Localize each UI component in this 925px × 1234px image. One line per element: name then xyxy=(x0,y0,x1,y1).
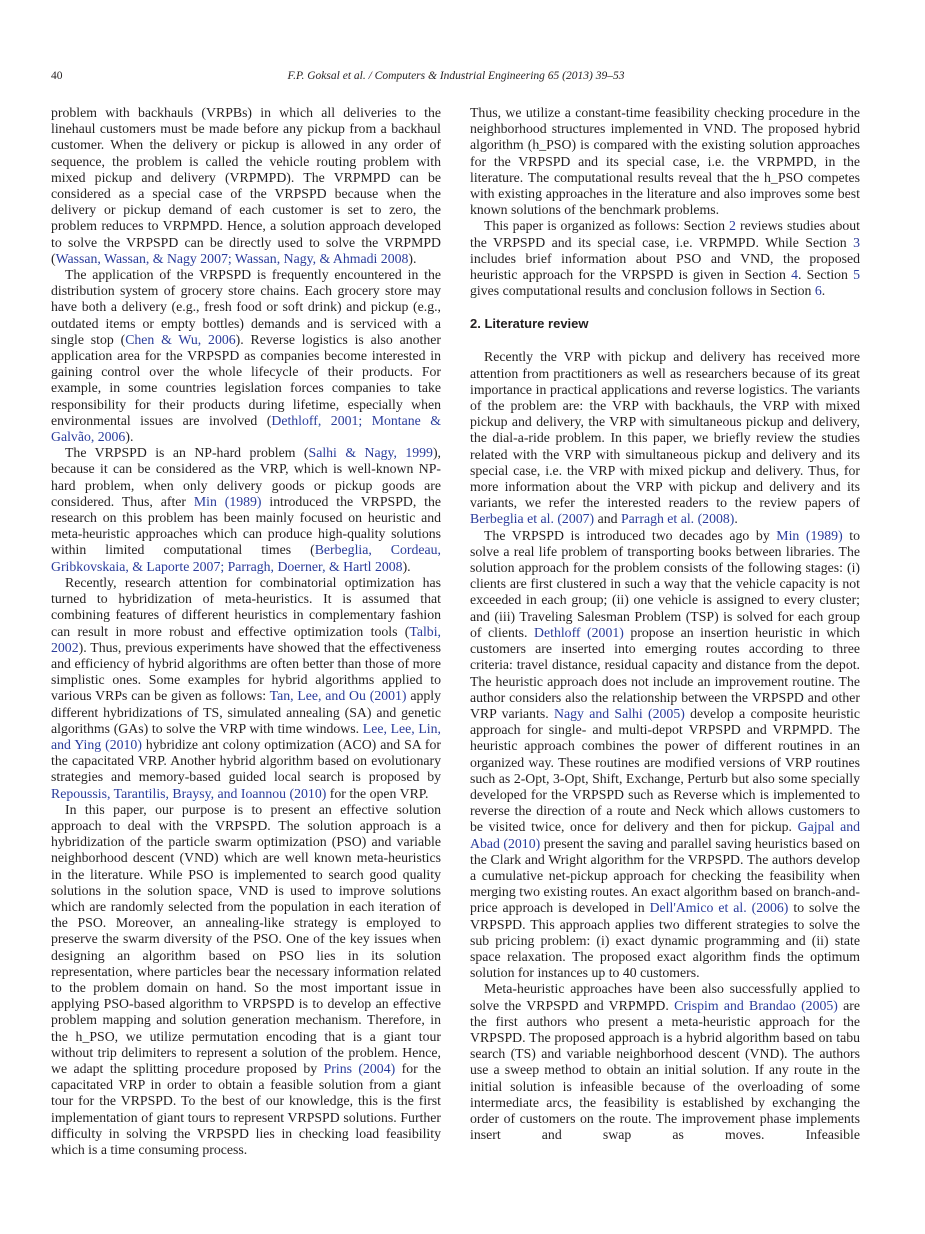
journal-citation: F.P. Goksal et al. / Computers & Industrial Engineering 65 (2013) 39–53 xyxy=(287,70,625,82)
citation-link[interactable]: Talbi, 2002 xyxy=(51,623,441,655)
citation-link[interactable]: Gajpal and Abad (2010) xyxy=(470,819,860,851)
citation-link[interactable]: Dethloff (2001) xyxy=(534,624,624,640)
body-text: Recently the VRP with pickup and delivery has received more attention from practitioners as well as researchers because of its great importance in practical applications and reverse logistics. The variants of the problem are: the VRP with backhauls, the VRP with mixed pickup and delivery, the VRP with simultaneous pickup and delivery, the dial-a-ride problem. In this paper, we briefly review the studies related with the VRP with simultaneous pickup and delivery and its special case, i.e. the VRP with mixed pickup and delivery. Thus, for more information about the VRP with pickup and delivery and its variants, we refer the interested readers to the review papers of xyxy=(470,349,860,511)
body-text: to solve the VRPSPD. This approach applies two different strategies to solve the sub pricing problem: (i) exact dynamic programming and (ii) state space relaxation. The proposed exact algorithm finds the optimum solution for instances up to 40 customers. xyxy=(470,900,860,981)
paragraph xyxy=(51,105,441,267)
citation-link[interactable]: Nagy and Salhi (2005) xyxy=(554,705,685,721)
body-text: develop a composite heuristic approach for single- and multi-depot VRPSPD and VRPMPD. The heuristic approach combines the power of different routines in an organized way. These routines are modified versions of VRP routines such as 2-Opt, 3-Opt, Shift, Exchange, Perturb but also some specially developed for the VRPSPD such as Reverse which is implemented to reverse the direction of a route and Neck which allows customers to be visited twice, once for delivery and then for pickup. xyxy=(470,705,860,835)
citation-link[interactable]: Chen & Wu, 2006 xyxy=(125,331,236,347)
paragraph xyxy=(51,267,441,445)
body-text: . Section xyxy=(797,267,854,283)
citation-link[interactable]: Tan, Lee, and Ou (2001) xyxy=(269,688,407,704)
body-text: for the capacitated VRP in order to obtain a feasible solution from a giant tour for the VRPSPD. To the best of our knowledge, this is the first implementation of giant tours to represent VRPSPD solutions. Further difficulty in solving the VRPSPD lies in checking load feasibility which is a time consuming process. xyxy=(51,1060,442,1157)
body-text: The VRPSPD is an NP-hard problem ( xyxy=(65,445,309,461)
body-text: The VRPSPD is introduced two decades ago by xyxy=(484,527,777,543)
body-text: ). Reverse logistics is also another application area for the VRPSPD as companies become interested in gaining control over the whole lifecycle of their products. For example, in some countries legislation forces companies to take responsibility for their products during lifetime, especially when environmental issues are involved ( xyxy=(51,331,441,428)
citation-link[interactable]: Min (1989) xyxy=(776,527,843,543)
running-header xyxy=(51,70,861,86)
body-text: ). Thus, previous experiments have showed that the effectiveness and efficiency of hybrid algorithms are often better than those of more simplistic ones. Some examples for hybrid algorithms applied to various VRPs can be given as follows: xyxy=(51,639,441,704)
body-text: The application of the VRPSPD is frequently encountered in the distribution system of grocery store chains. Each grocery store may have both a delivery (e.g., fresh food or soft drink) and pickup (e.g., outdated items or empty bottles) demands and is serviced with a single stop ( xyxy=(51,267,441,347)
citation-link[interactable]: Dethloff, 2001; Montane & Galvão, 2006 xyxy=(51,412,441,445)
body-text: includes brief information about PSO and VND, the proposed heuristic approach for the VRPSPD is given in Section xyxy=(470,250,860,283)
paragraph xyxy=(470,981,860,1143)
body-text: ). xyxy=(408,250,417,266)
section-heading: 2. Literature review xyxy=(470,316,589,332)
body-text: . xyxy=(821,283,826,299)
paragraph xyxy=(51,802,441,1158)
paragraph xyxy=(470,349,860,527)
body-text: propose an insertion heuristic in which customers are inserted into emerging routes according to three criteria: travel distance, residual capacity and distance from the depot. The heuristic approach does not include an improvement routine. The author considers also the relationship between the VRPSPD and other VRP variants. xyxy=(470,624,860,721)
citation-link[interactable]: Crispim and Brandao (2005) xyxy=(674,997,838,1013)
body-text: Thus, we utilize a constant-time feasibility checking procedure in the neighborhood structures implemented in VND. The proposed hybrid algorithm (h_PSO) is compared with the existing solution approaches for the VRPSPD and its special case, i.e. the VRPMPD, in the literature. The computational results reveal that the h_PSO competes with existing approaches in the literature and also improves some best known solutions of the benchmark problems. xyxy=(470,105,860,218)
citation-link[interactable]: Prins (2004) xyxy=(323,1060,396,1076)
body-text: In this paper, our purpose is to present an effective solution approach to deal with the VRPSPD. The solution approach is a hybridization of the particle swarm optimization (PSO) and variable neighborhood descent (VND) which are well known meta-heuristics in the literature. While PSO is implemented to search good quality solutions in the solution space, VND is used to improve solutions which are randomly selected from the population in each iteration of the PSO. Moreover, an annealing-like strategy is employed to preserve the swarm diversity of the PSO. One of the key issues when designing an algorithm based on PSO lies in its solution representation, where particles bear the necessary information related to the problem domain on hand. So the most important issue in applying PSO-based algorithm to VRPSPD is to develop an effective problem mapping and solution generation mechanism. Therefore, in the h_PSO, we utilize permutation encoding that is a giant tour without trip delimiters to represent a solution of the problem. Hence, we adapt the splitting procedure proposed by xyxy=(51,801,441,1076)
page-number: 40 xyxy=(51,70,63,82)
body-text: gives computational results and conclusion follows in Section xyxy=(470,283,815,299)
body-text: and xyxy=(594,511,621,527)
body-text: for the open VRP. xyxy=(326,785,429,801)
body-text: present the saving and parallel saving heuristics based on the Clark and Wright algorithm for the VRPSPD. The authors develop a cumulative net-pickup approach for checking the feasibility when merging two existing routes. An exact algorithm based on branch-and-price approach is developed in xyxy=(470,835,861,916)
paragraph xyxy=(470,528,860,982)
body-text: problem with backhauls (VRPBs) in which all deliveries to the linehaul customers must be made before any pickup from a backhaul customer. When the delivery or pickup is allowed in any order of sequence, the problem is called the vehicle routing problem with mixed pickup and delivery (VRPMPD). The VRPMPD can be considered as a special case of the VRPSPD because when the delivery or pickup demand of each customer is set to zero, the problem reduces to VRPMPD. Hence, a solution approach developed to solve the VRPSPD can be directly used to solve the VRPMPD ( xyxy=(51,105,441,266)
citation-link[interactable]: 2 xyxy=(729,218,736,234)
body-text: introduced the VRPSPD, the research on this problem has been mainly focused on heuristic and meta-heuristic approaches which can produce high-quality solutions within limited computational times ( xyxy=(51,493,442,558)
body-text: to solve a real life problem of transporting books between libraries. The solution approach for the problem consists of the following stages: (i) clients are first clustered in such a way that the vehicle capacity is not exceeded in each group; (ii) one vehicle is assigned to every cluster; and (iii) Traveling Salesman Problem (TSP) is solved for each group of clients. xyxy=(470,527,860,640)
citation-link[interactable]: Repoussis, Tarantilis, Braysy, and Ioannou (2010) xyxy=(51,785,327,801)
body-text: hybridize ant colony optimization (ACO) and SA for the capacitated VRP. Another hybrid algorithm based on evolutionary strategies and memory-based guided local search is proposed by xyxy=(51,736,441,785)
citation-link[interactable]: Wassan, Wassan, & Nagy 2007; Wassan, Nagy, & Ahmadi 2008 xyxy=(55,250,409,266)
paragraph xyxy=(51,445,441,575)
paragraph xyxy=(51,575,441,802)
left-column xyxy=(51,105,441,1158)
citation-link[interactable]: 3 xyxy=(853,234,860,250)
body-text: Recently, research attention for combinatorial optimization has turned to hybridization of meta-heuristics. It is assumed that combining features of different heuristics in complementary fashion can result in more robust and effective optimization tools ( xyxy=(51,574,441,639)
body-text: . xyxy=(734,511,738,527)
citation-link[interactable]: Dell'Amico et al. (2006) xyxy=(649,900,789,916)
citation-link[interactable]: 5 xyxy=(853,267,860,283)
body-text: This paper is organized as follows: Section xyxy=(484,218,730,234)
citation-link[interactable]: Parragh et al. (2008) xyxy=(620,511,735,527)
citation-link[interactable]: Berbeglia et al. (2007) xyxy=(470,511,595,527)
citation-link[interactable]: Lee, Lee, Lin, and Ying (2010) xyxy=(51,720,441,752)
paragraph xyxy=(470,218,860,299)
body-text: ), because it can be considered as the VRP, which is well-known NP-hard problem, when only delivery goods or pickup goods are considered. Thus, after xyxy=(51,445,441,509)
right-column xyxy=(470,105,860,1143)
citation-link[interactable]: 6 xyxy=(814,283,822,299)
body-text: ). xyxy=(125,429,134,445)
body-text: reviews studies about the VRPSPD and its special case, i.e. VRPMPD. While Section xyxy=(470,218,860,250)
body-text: Meta-heuristic approaches have been also successfully applied to solve the VRPSPD and VRPMPD. xyxy=(470,981,860,1013)
paragraph xyxy=(470,105,860,218)
citation-link[interactable]: Salhi & Nagy, 1999 xyxy=(308,445,433,461)
citation-link[interactable]: Berbeglia, Cordeau, Gribkovskaia, & Laporte 2007; Parragh, Doerner, & Hartl 2008 xyxy=(51,542,441,574)
citation-link[interactable]: Min (1989) xyxy=(193,493,262,509)
body-text: apply different hybridizations of TS, simulated annealing (SA) and genetic algorithms (GAs) to solve the VRP with time windows. xyxy=(51,688,441,736)
body-text: are the first authors who present a meta-heuristic approach for the VRPSPD. The proposed approach is a hybrid algorithm based on tabu search (TS) and variable neighborhood descent (VND). The authors use a sweep method to obtain an initial solution. If any route in the initial solution is infeasible because of the overloading of some intermediate arcs, the feasibility is established by exchanging the order of customers on the route. The improvement phase implements insert and swap as moves. Infeasible xyxy=(470,997,860,1143)
citation-link[interactable]: 4 xyxy=(791,267,798,283)
body-text: ). xyxy=(402,558,411,574)
